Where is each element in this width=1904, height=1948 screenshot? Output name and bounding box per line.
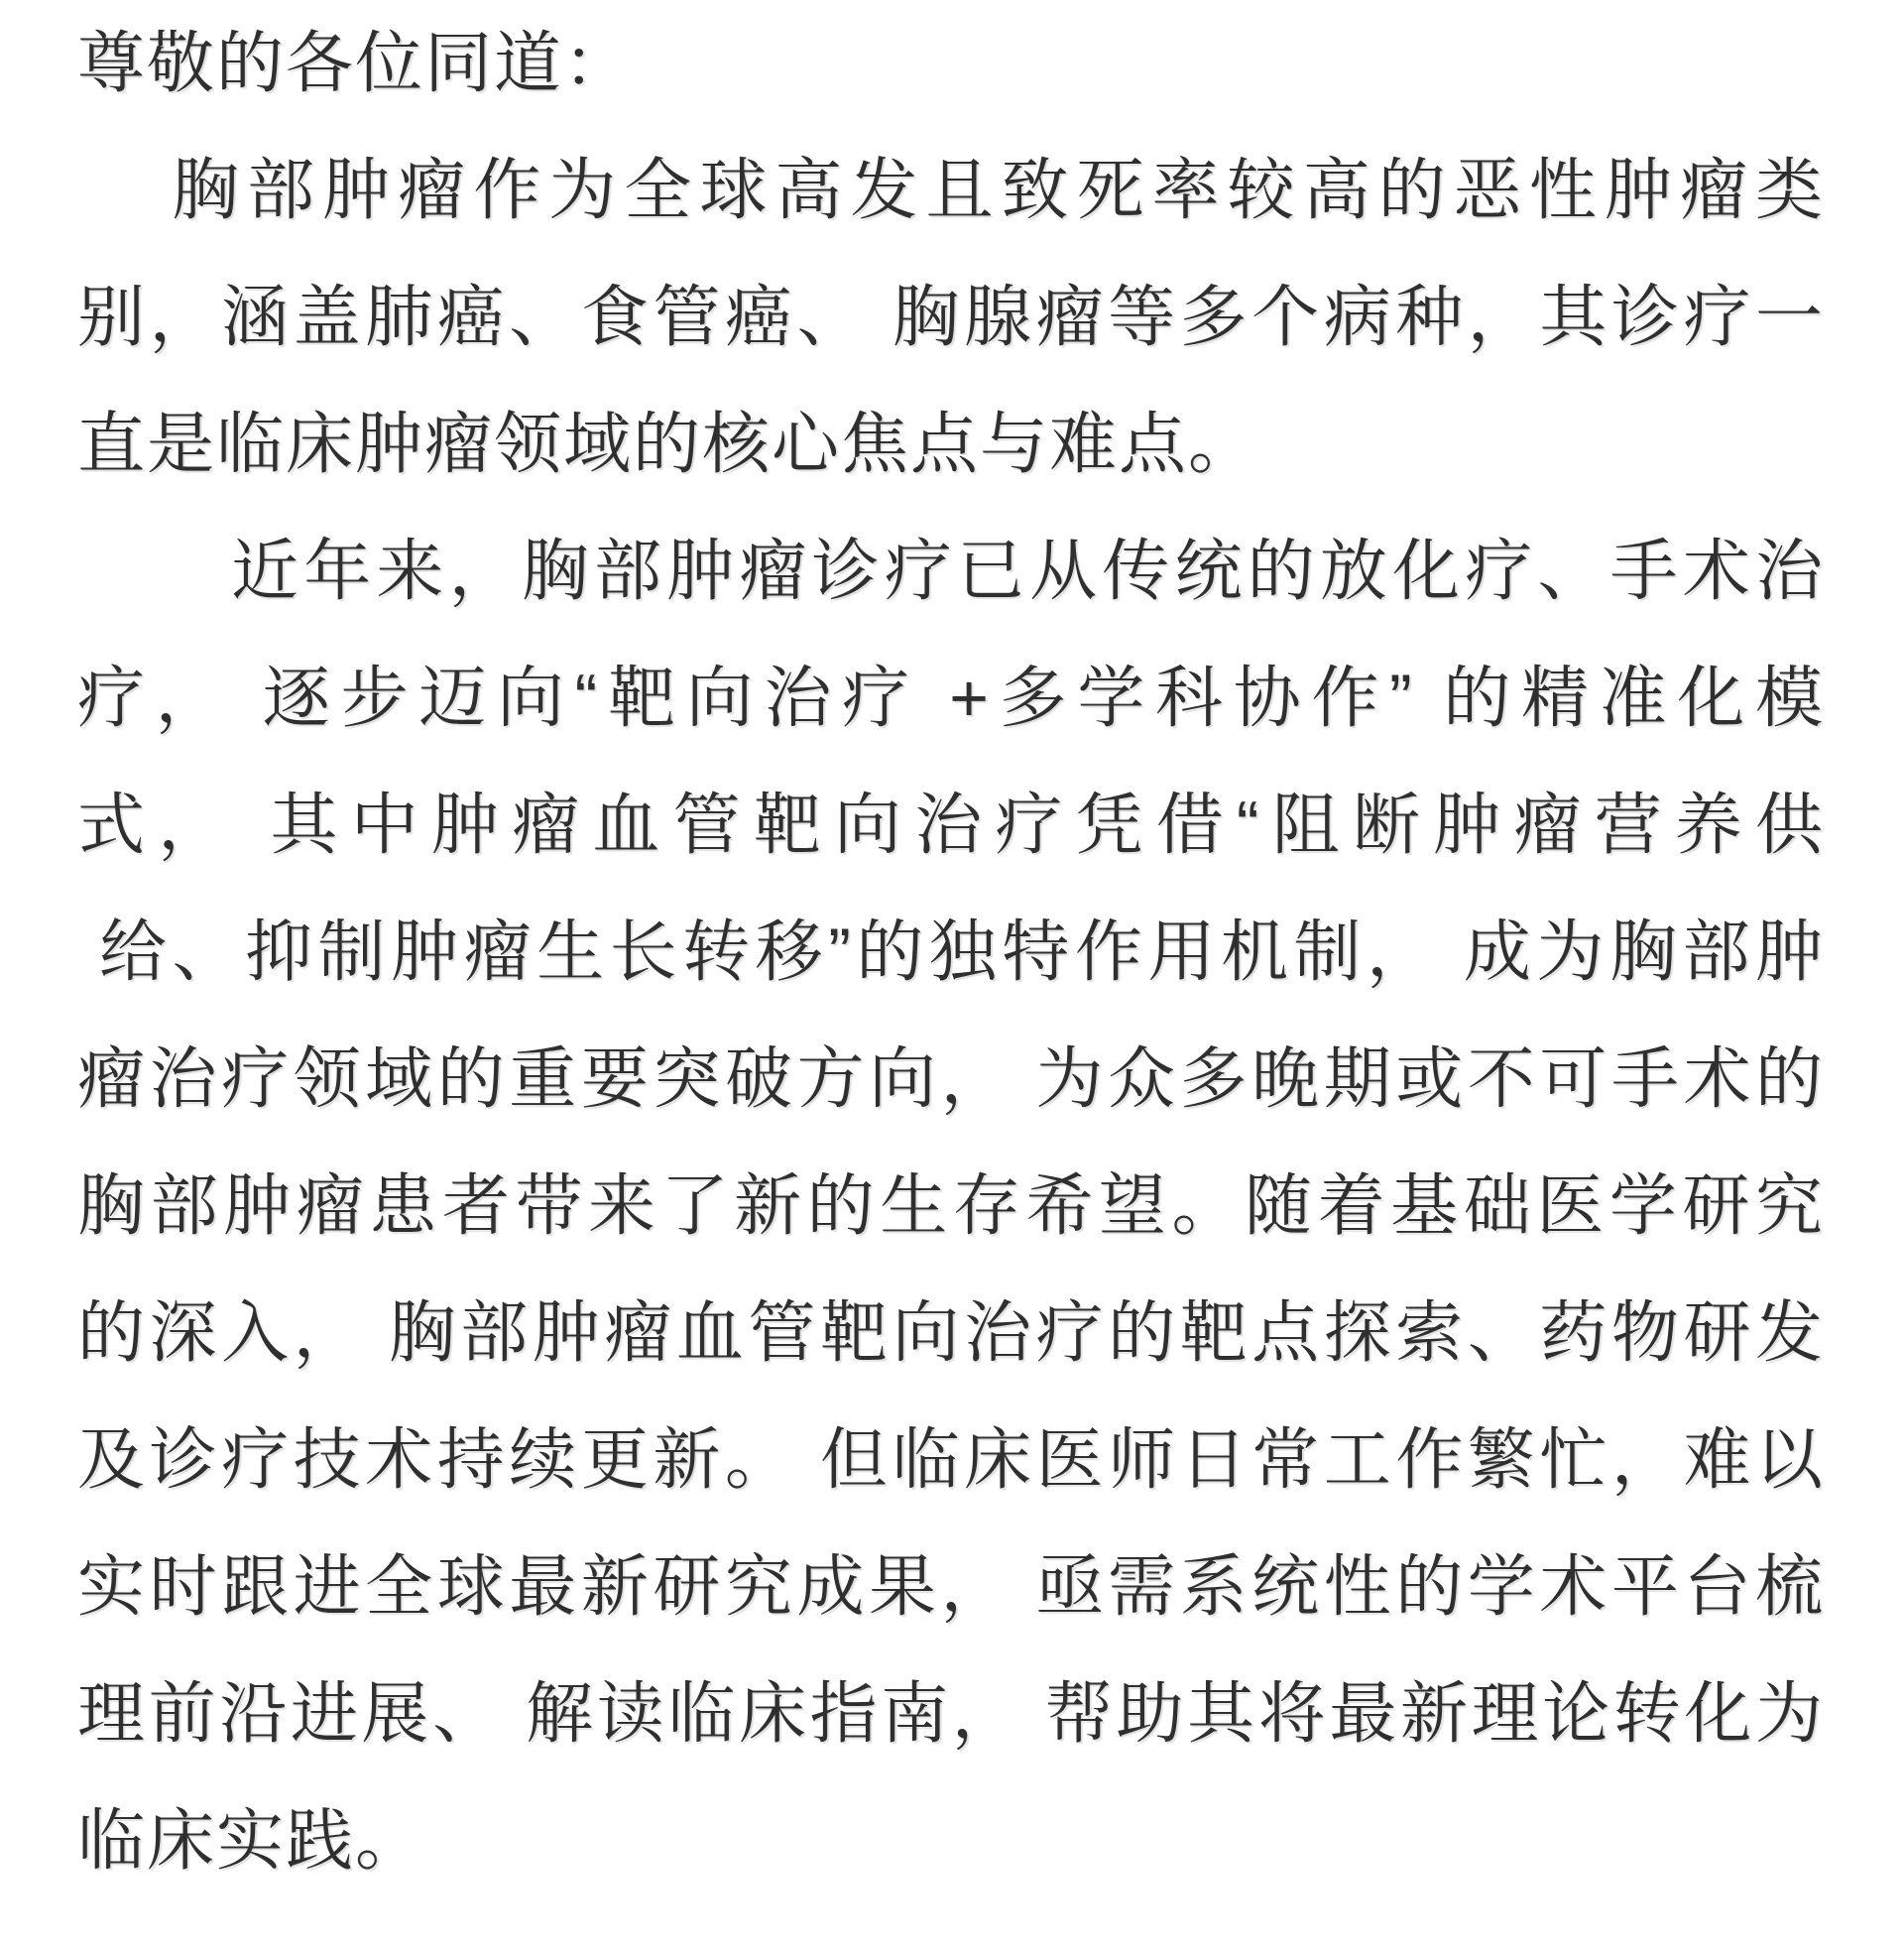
paragraph-2-line-7: 的深入， 胸部肿瘤血管靶向治疗的靶点探索、药物研发 <box>77 1295 1825 1371</box>
paragraph-2-line-6: 胸部肿瘤患者带来了新的生存希望。随着基础医学研究 <box>77 1168 1825 1244</box>
paragraph-2-line-5: 瘤治疗领域的重要突破方向， 为众多晚期或不可手术的 <box>77 1041 1825 1117</box>
paragraph-2-line-3: 式， 其中肿瘤血管靶向治疗凭借“阻断肿瘤营养供 <box>77 788 1825 863</box>
paragraph-2-line-2: 疗， 逐步迈向“靶向治疗 +多学科协作” 的精准化模 <box>77 661 1825 736</box>
paragraph-1-line-2: 别，涵盖肺癌、食管癌、 胸腺瘤等多个病种，其诊疗一 <box>77 280 1825 355</box>
paragraph-2-line-8: 及诊疗技术持续更新。 但临床医师日常工作繁忙，难以 <box>77 1422 1825 1498</box>
paragraph-1-line-1: 胸部肿瘤作为全球高发且致死率较高的恶性肿瘤类 <box>172 153 1825 228</box>
paragraph-2-line-9: 实时跟进全球最新研究成果， 亟需系统性的学术平台梳 <box>77 1549 1825 1625</box>
paragraph-1-line-3: 直是临床肿瘤领域的核心焦点与难点。 <box>77 407 1258 482</box>
salutation-line: 尊敬的各位同道： <box>77 26 634 101</box>
paragraph-2-line-4: 给、抑制肿瘤生长转移”的独特作用机制， 成为胸部肿 <box>99 914 1825 990</box>
paragraph-2-line-11: 临床实践。 <box>77 1803 425 1879</box>
paragraph-2-line-10: 理前沿进展、 解读临床指南， 帮助其将最新理论转化为 <box>77 1676 1825 1752</box>
paragraph-2-line-1: 近年来，胸部肿瘤诊疗已从传统的放化疗、手术治 <box>231 534 1825 609</box>
